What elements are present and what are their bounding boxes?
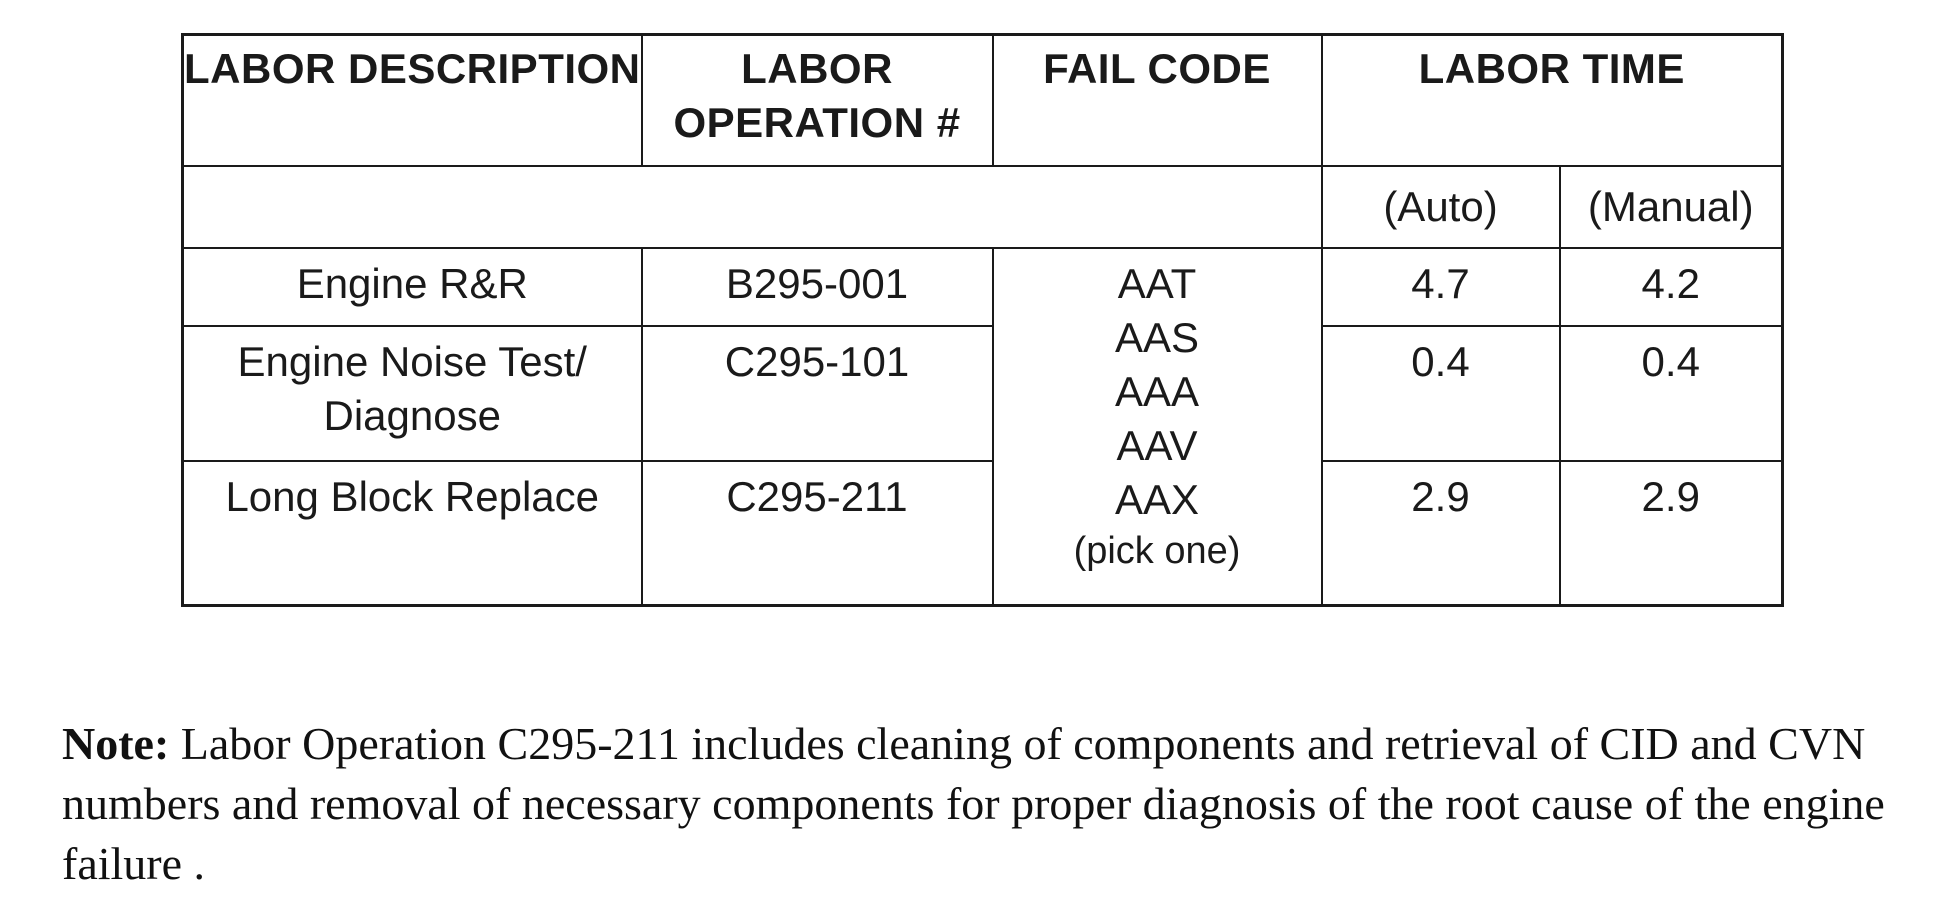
labor-table [181, 33, 1784, 607]
row-description-line1: Engine Noise Test/ [237, 337, 587, 385]
row-operation: C295-101 [642, 326, 993, 461]
header-labor-time [1322, 35, 1783, 166]
header-labor-time-label: LABOR TIME [1418, 45, 1685, 92]
header-labor-operation [642, 35, 993, 166]
fail-code-cell [993, 248, 1322, 606]
note-label: Note: [62, 718, 170, 769]
fail-code-item: AAT [1117, 259, 1197, 307]
header-fail-code-label: FAIL CODE [1043, 45, 1271, 92]
row-description [183, 461, 642, 606]
row-manual-time: 0.4 [1560, 326, 1783, 461]
fail-code-item: AAA [1114, 367, 1200, 415]
fail-code-item: AAV [1116, 421, 1198, 469]
row-description-line1: Engine R&R [296, 259, 528, 307]
fail-code-item: AAX [1114, 475, 1200, 523]
table-row [183, 461, 1783, 606]
note-paragraph [62, 714, 1942, 894]
table-header-row [183, 35, 1783, 166]
table-subheader-row [183, 166, 1783, 248]
fail-code-note: (pick one) [1073, 529, 1241, 572]
row-description-line2: Diagnose [323, 391, 501, 439]
row-description [183, 248, 642, 326]
table-row [183, 248, 1783, 326]
header-labor-description-label: LABOR DESCRIPTION [184, 45, 641, 92]
row-description-line1: Long Block Replace [225, 472, 600, 520]
row-auto-time: 4.7 [1322, 248, 1560, 326]
row-auto-time: 2.9 [1322, 461, 1560, 606]
subheader-blank-cell [183, 166, 1322, 248]
row-auto-time: 0.4 [1322, 326, 1560, 461]
row-manual-time: 4.2 [1560, 248, 1783, 326]
header-labor-operation-line2: OPERATION # [673, 99, 961, 146]
table-row [183, 326, 1783, 461]
row-manual-time: 2.9 [1560, 461, 1783, 606]
header-fail-code [993, 35, 1322, 166]
fail-code-item: AAS [1114, 313, 1200, 361]
header-labor-description [183, 35, 642, 166]
header-labor-operation-line1: LABOR [741, 45, 893, 92]
row-operation: C295-211 [642, 461, 993, 606]
note-text: Labor Operation C295-211 includes cleaning of components and retrieval of CID and CVN numbers and removal of necessary components for proper diagnosis of the root cause of the engine failure . [62, 718, 1885, 889]
subheader-auto: (Auto) [1322, 166, 1560, 248]
subheader-manual: (Manual) [1560, 166, 1783, 248]
row-operation: B295-001 [642, 248, 993, 326]
row-description [183, 326, 642, 461]
